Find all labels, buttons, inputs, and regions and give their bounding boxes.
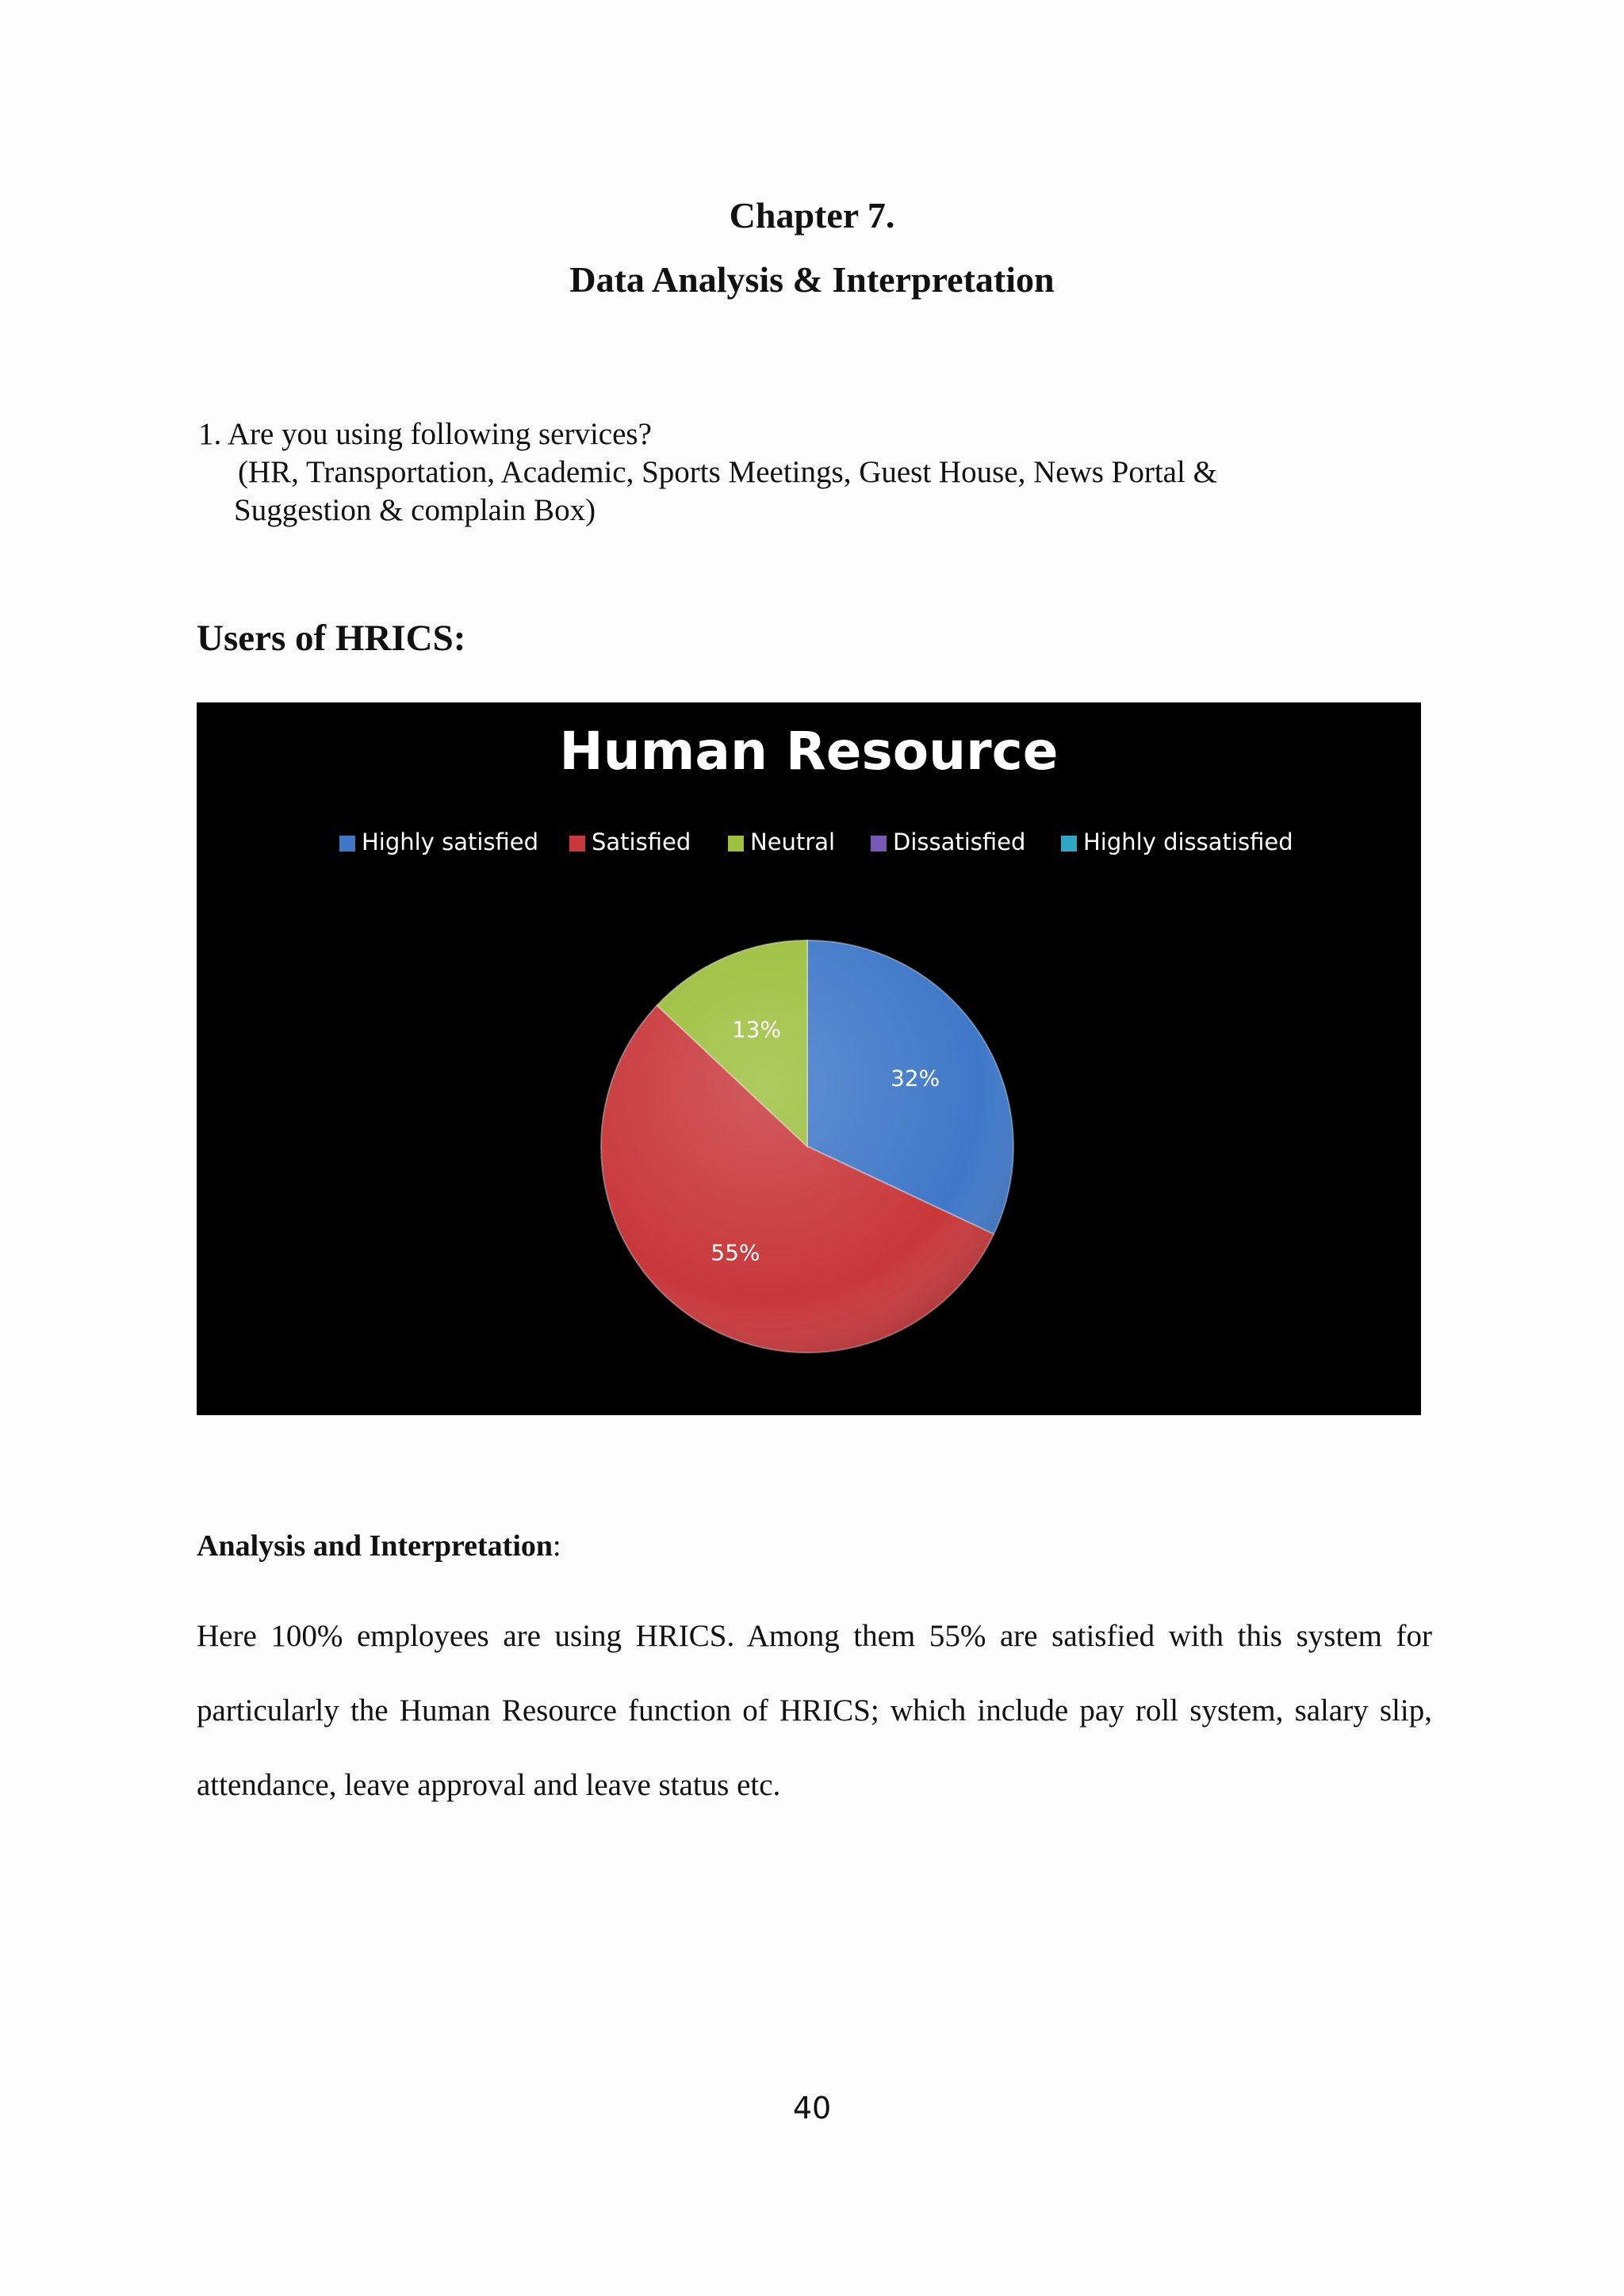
legend-item-highly-satisfied (339, 828, 538, 855)
analysis-paragraph: Here 100% employees are using HRICS. Among them 55% are satisfied with this system for particularly the Human Resource function of HRICS; which include pay roll system, salary slip, attendance, leave approval and leave status etc. (197, 1619, 1432, 1802)
legend-swatch (728, 836, 744, 851)
analysis-heading (197, 1529, 561, 1563)
pie-data-label: 13% (731, 1016, 782, 1043)
legend-label: Satisfied (592, 828, 691, 855)
chapter-title: Data Analysis & Interpretation (569, 259, 1055, 300)
pie-data-label: 32% (890, 1065, 940, 1092)
pie-shading (601, 940, 1013, 1353)
pie-data-label: 55% (710, 1239, 760, 1266)
page-number: 40 (792, 2091, 832, 2126)
legend-item-neutral (728, 828, 835, 855)
legend-swatch (1061, 836, 1077, 851)
chapter-number: Chapter 7. (729, 195, 895, 235)
question-line-2: (HR, Transportation, Academic, Sports Meetings, Guest House, News Portal & (238, 455, 1217, 489)
legend-label: Neutral (750, 828, 836, 855)
legend-label: Highly dissatisfied (1083, 828, 1293, 855)
question-line-1: 1. Are you using following services? (198, 417, 652, 451)
analysis-heading-colon: : (553, 1529, 561, 1563)
chart-title: Human Resource (559, 721, 1059, 782)
question-line-3: Suggestion & complain Box) (234, 493, 596, 527)
legend-label: Dissatisfied (893, 828, 1026, 855)
analysis-heading-text: Analysis and Interpretation (197, 1529, 553, 1563)
legend-swatch (339, 836, 355, 851)
legend-item-highly-dissatisfied (1061, 828, 1293, 855)
legend-item-dissatisfied (871, 828, 1025, 855)
pie-chart (197, 702, 1421, 1415)
section-heading: Users of HRICS: (197, 618, 466, 659)
pie-slices (601, 940, 1013, 1353)
legend-swatch (871, 836, 887, 851)
legend-item-satisfied (569, 828, 691, 855)
legend-label: Highly satisfied (362, 828, 539, 855)
chart-legend (339, 828, 1293, 855)
legend-swatch (569, 836, 585, 851)
